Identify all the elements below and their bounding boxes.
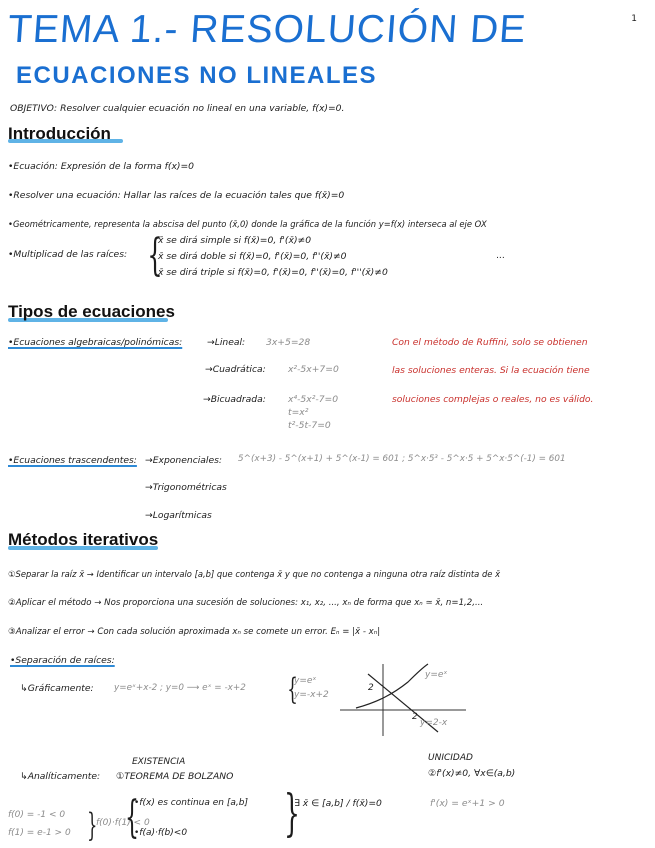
multiplicity-triple: x̄ se dirá triple si f(x̄)=0, f'(x̄)=0, f''(x̄)=0, f'''(x̄)≠0 [158,267,388,278]
analytical-label: ↳Analíticamente: [20,771,101,782]
uniqueness-condition: ②f'(x)≠0, ∀x∈(a,b) [428,768,516,779]
graphical-label: ↳Gráficamente: [20,683,94,694]
ruffini-note-3: soluciones complejas o reales, no es válido. [392,394,594,405]
f-zero-value: f(0) = -1 < 0 [8,810,66,820]
bolzano-right-brace: } [283,784,300,842]
existence-label: EXISTENCIA [132,757,186,767]
exp-curve [356,664,428,708]
multiplicity-label: •Multiplicad de las raíces: [8,249,128,260]
exponential-equation: 5^(x+3) - 5^(x+1) + 5^(x-1) = 601 ; 5^x·5³ - 5^x·5 + 5^x·5^(-1) = 601 [238,454,566,464]
bolzano-theorem: ①TEOREMA DE BOLZANO [116,771,234,782]
f-one-value: f(1) = e-1 > 0 [8,828,71,838]
transcendent-label: •Ecuaciones trascendentes: [8,455,137,466]
exponential-label: →Exponenciales: [145,455,223,466]
multiplicity-dots: ... [496,250,505,261]
quadratic-equation: x²-5x+7=0 [288,364,339,375]
method-step-3: ③Analizar el error → Con cada solución aproximada xₙ se comete un error. Eₙ = |x̄ - xₙ| [8,627,381,637]
intro-bullet-3: •Geométricamente, representa la abscisa del punto (x̄,0) donde la gráfica de la función y=f(x) interseca al eje OX [8,219,487,229]
graph-x-tick: 2 [412,712,418,722]
graph-label-exp: y=eˣ [425,670,448,680]
multiplicity-brace: { [147,230,163,281]
heading-introduccion: Introducción [8,124,111,143]
multiplicity-double: x̄ se dirá doble si f(x̄)=0, f'(x̄)=0, f''(x̄)≠0 [158,251,347,262]
ruffini-note-1: Con el método de Ruffini, solo se obtienen [392,337,588,348]
method-step-2: ②Aplicar el método → Nos proporciona una sucesión de soluciones: x₁, x₂, ..., xₙ de forma que xₙ ≃ x̄, n=1,2,... [8,598,484,608]
graph-label-line: y=2-x [420,718,448,728]
intro-bullet-2: •Resolver una ecuación: Hallar las raíces de la ecuación tales que f(x̄)=0 [8,190,345,201]
logarithmic-label: →Logarítmicas [145,510,212,521]
derivative-check: f'(x) = eˣ+1 > 0 [430,798,505,809]
linear-label: →Lineal: [207,337,246,348]
bolzano-continuity: •f(x) es continua en [a,b] [134,798,248,808]
separation-heading: •Separación de raíces: [10,655,115,666]
linear-equation: 3x+5=28 [266,337,311,348]
algebraic-label: •Ecuaciones algebraicas/polinómicas: [8,337,183,348]
trigonometric-label: →Trigonométricas [145,482,227,493]
biquadratic-equation: x⁴-5x²-7=0 [288,394,339,405]
method-step-1: ①Separar la raíz x̄ → Identificar un intervalo [a,b] que contenga x̄ y que no contenga a ninguna otra raíz distinta de x̄ [8,569,501,579]
page-number: 1 [631,14,637,24]
biquadratic-label: →Bicuadrada: [203,394,266,405]
graphical-equation: y=eˣ+x-2 ; y=0 ⟶ eˣ = -x+2 [114,683,246,693]
graph-sketch [338,660,468,738]
values-brace: } [87,806,98,844]
biquadratic-reduced: t²-5t-7=0 [288,420,331,431]
bolzano-sign: •f(a)·f(b)<0 [134,828,188,838]
uniqueness-label: UNICIDAD [428,753,473,763]
bolzano-left-brace: { [125,792,139,843]
bolzano-conclusion: ∃ x̄ ∈ [a,b] / f(x̄)=0 [294,798,382,809]
title-line-1: TEMA 1.- RESOLUCIÓN DE [6,8,528,51]
heading-tipos: Tipos de ecuaciones [8,302,175,321]
f-product-value: f(0)·f(1) < 0 [96,818,150,828]
quadratic-label: →Cuadrática: [205,364,266,375]
intro-bullet-1: •Ecuación: Expresión de la forma f(x)=0 [8,161,195,172]
multiplicity-simple: x̄ se dirá simple si f(x̄)=0, f'(x̄)≠0 [158,235,312,246]
objective: OBJETIVO: Resolver cualquier ecuación no lineal en una variable, f(x)=0. [10,103,345,114]
biquadratic-substitution: t=x² [288,407,309,418]
heading-metodos: Métodos iterativos [8,530,159,549]
ruffini-note-2: las soluciones enteras. Si la ecuación tiene [392,365,590,376]
graphical-system-brace: { [287,672,298,707]
graphical-system-line: y=-x+2 [294,690,329,700]
graphical-system-exp: y=eˣ [294,676,317,686]
graph-y-tick: 2 [368,683,374,693]
title-line-2: ECUACIONES NO LINEALES [16,62,378,89]
